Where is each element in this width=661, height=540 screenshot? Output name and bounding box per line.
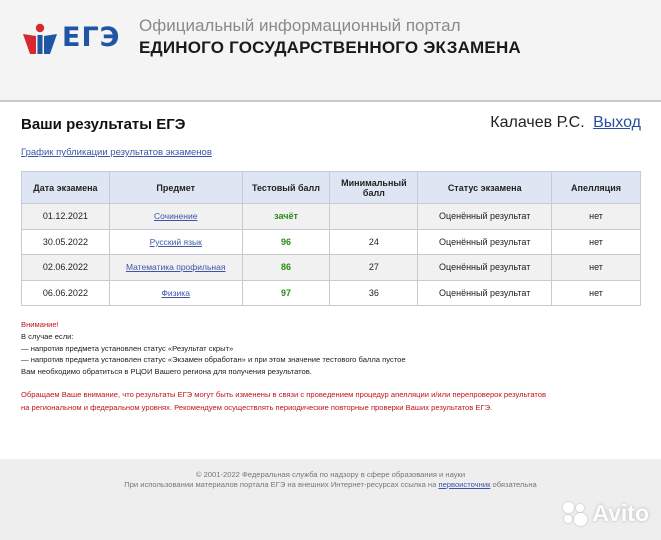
results-table: [21, 171, 641, 306]
cell-status: Оценённый результат: [418, 255, 552, 281]
cell-min-score: 27: [330, 255, 418, 281]
cell-appeal: нет: [552, 204, 641, 230]
cell-appeal: нет: [552, 255, 641, 281]
cell-score: 96: [242, 229, 330, 255]
source-link[interactable]: первоисточник: [438, 480, 491, 489]
cell-min-score: 36: [330, 280, 418, 306]
site-header: [0, 0, 661, 102]
cell-status: Оценённый результат: [418, 280, 552, 306]
col-header-appeal: Апелляция: [552, 172, 641, 204]
col-header-min-score: Минимальный балл: [330, 172, 418, 204]
table-row: [22, 255, 641, 281]
subject-link[interactable]: Сочинение: [153, 211, 198, 222]
col-header-subject: Предмет: [109, 172, 242, 204]
notice-line: Обращаем Ваше внимание, что результаты ЕГЭ могут быть изменены в связи с проведением процедур апелляции и/или перепроверок результатов: [21, 390, 547, 399]
portal-subtitle: Официальный информационный портал: [139, 16, 461, 35]
schedule-link[interactable]: График публикации результатов экзаменов: [21, 147, 212, 158]
col-header-status: Статус экзамена: [418, 172, 552, 204]
cell-subject: [109, 204, 242, 230]
cell-min-score: 24: [330, 229, 418, 255]
cell-status: Оценённый результат: [418, 204, 552, 230]
table-row: [22, 229, 641, 255]
notes-line: В случае если:: [21, 331, 74, 341]
footer-usage-prefix: При использовании материалов портала ЕГЭ на внешних Интернет-ресурсах ссылка на: [124, 480, 437, 489]
cell-min-score: [330, 204, 418, 230]
table-header-row: [22, 172, 641, 204]
portal-title: ЕДИНОГО ГОСУДАРСТВЕННОГО ЭКЗАМЕНА: [139, 38, 521, 57]
watermark-text: Avito: [592, 500, 649, 526]
user-name: Калачев Р.С.: [490, 114, 585, 131]
avito-logo-icon: [562, 501, 588, 527]
subject-link[interactable]: Математика профильная: [125, 262, 226, 273]
cell-appeal: нет: [552, 229, 641, 255]
cell-subject: [109, 280, 242, 306]
col-header-date: Дата экзамена: [22, 172, 110, 204]
subject-link[interactable]: Физика: [161, 287, 190, 298]
table-row: [22, 280, 641, 306]
footer-usage-suffix: обязательна: [492, 480, 537, 489]
subject-link[interactable]: Русский язык: [149, 236, 202, 247]
ege-emblem-icon: [20, 22, 60, 56]
warning-title: Внимание!: [21, 320, 59, 329]
notes-block: [21, 319, 406, 378]
cell-score: 97: [242, 280, 330, 306]
cell-score: 86: [242, 255, 330, 281]
cell-date: 01.12.2021: [22, 204, 110, 230]
cell-score: зачёт: [242, 204, 330, 230]
notes-line: — напротив предмета установлен статус «Экзамен обработан» и при этом значение тестового балла пустое: [21, 355, 406, 365]
logo-text: ЕГЭ: [62, 22, 121, 53]
cell-subject: [109, 229, 242, 255]
notes-line: — напротив предмета установлен статус «Результат скрыт»: [21, 343, 234, 353]
cell-status: Оценённый результат: [418, 229, 552, 255]
cell-date: 06.06.2022: [22, 280, 110, 306]
ege-logo[interactable]: [20, 22, 120, 56]
cell-appeal: нет: [552, 280, 641, 306]
table-row: [22, 204, 641, 230]
avito-watermark: [562, 500, 649, 527]
col-header-score: Тестовый балл: [242, 172, 330, 204]
results-change-notice: [21, 388, 546, 414]
footer-usage: [0, 480, 661, 489]
cell-date: 02.06.2022: [22, 255, 110, 281]
cell-date: 30.05.2022: [22, 229, 110, 255]
footer-copyright: © 2001-2022 Федеральная служба по надзору в сфере образования и науки: [195, 470, 466, 479]
notes-line: Вам необходимо обратиться в РЦОИ Вашего региона для получения результатов.: [21, 367, 312, 377]
notice-line: на региональном и федеральном уровнях. Рекомендуем осуществлять периодические повторные проверки Ваших результатов ЕГЭ.: [21, 403, 493, 412]
user-block: [490, 114, 641, 132]
logout-link[interactable]: Выход: [593, 114, 641, 131]
page-title: Ваши результаты ЕГЭ: [21, 116, 186, 133]
cell-subject: [109, 255, 242, 281]
